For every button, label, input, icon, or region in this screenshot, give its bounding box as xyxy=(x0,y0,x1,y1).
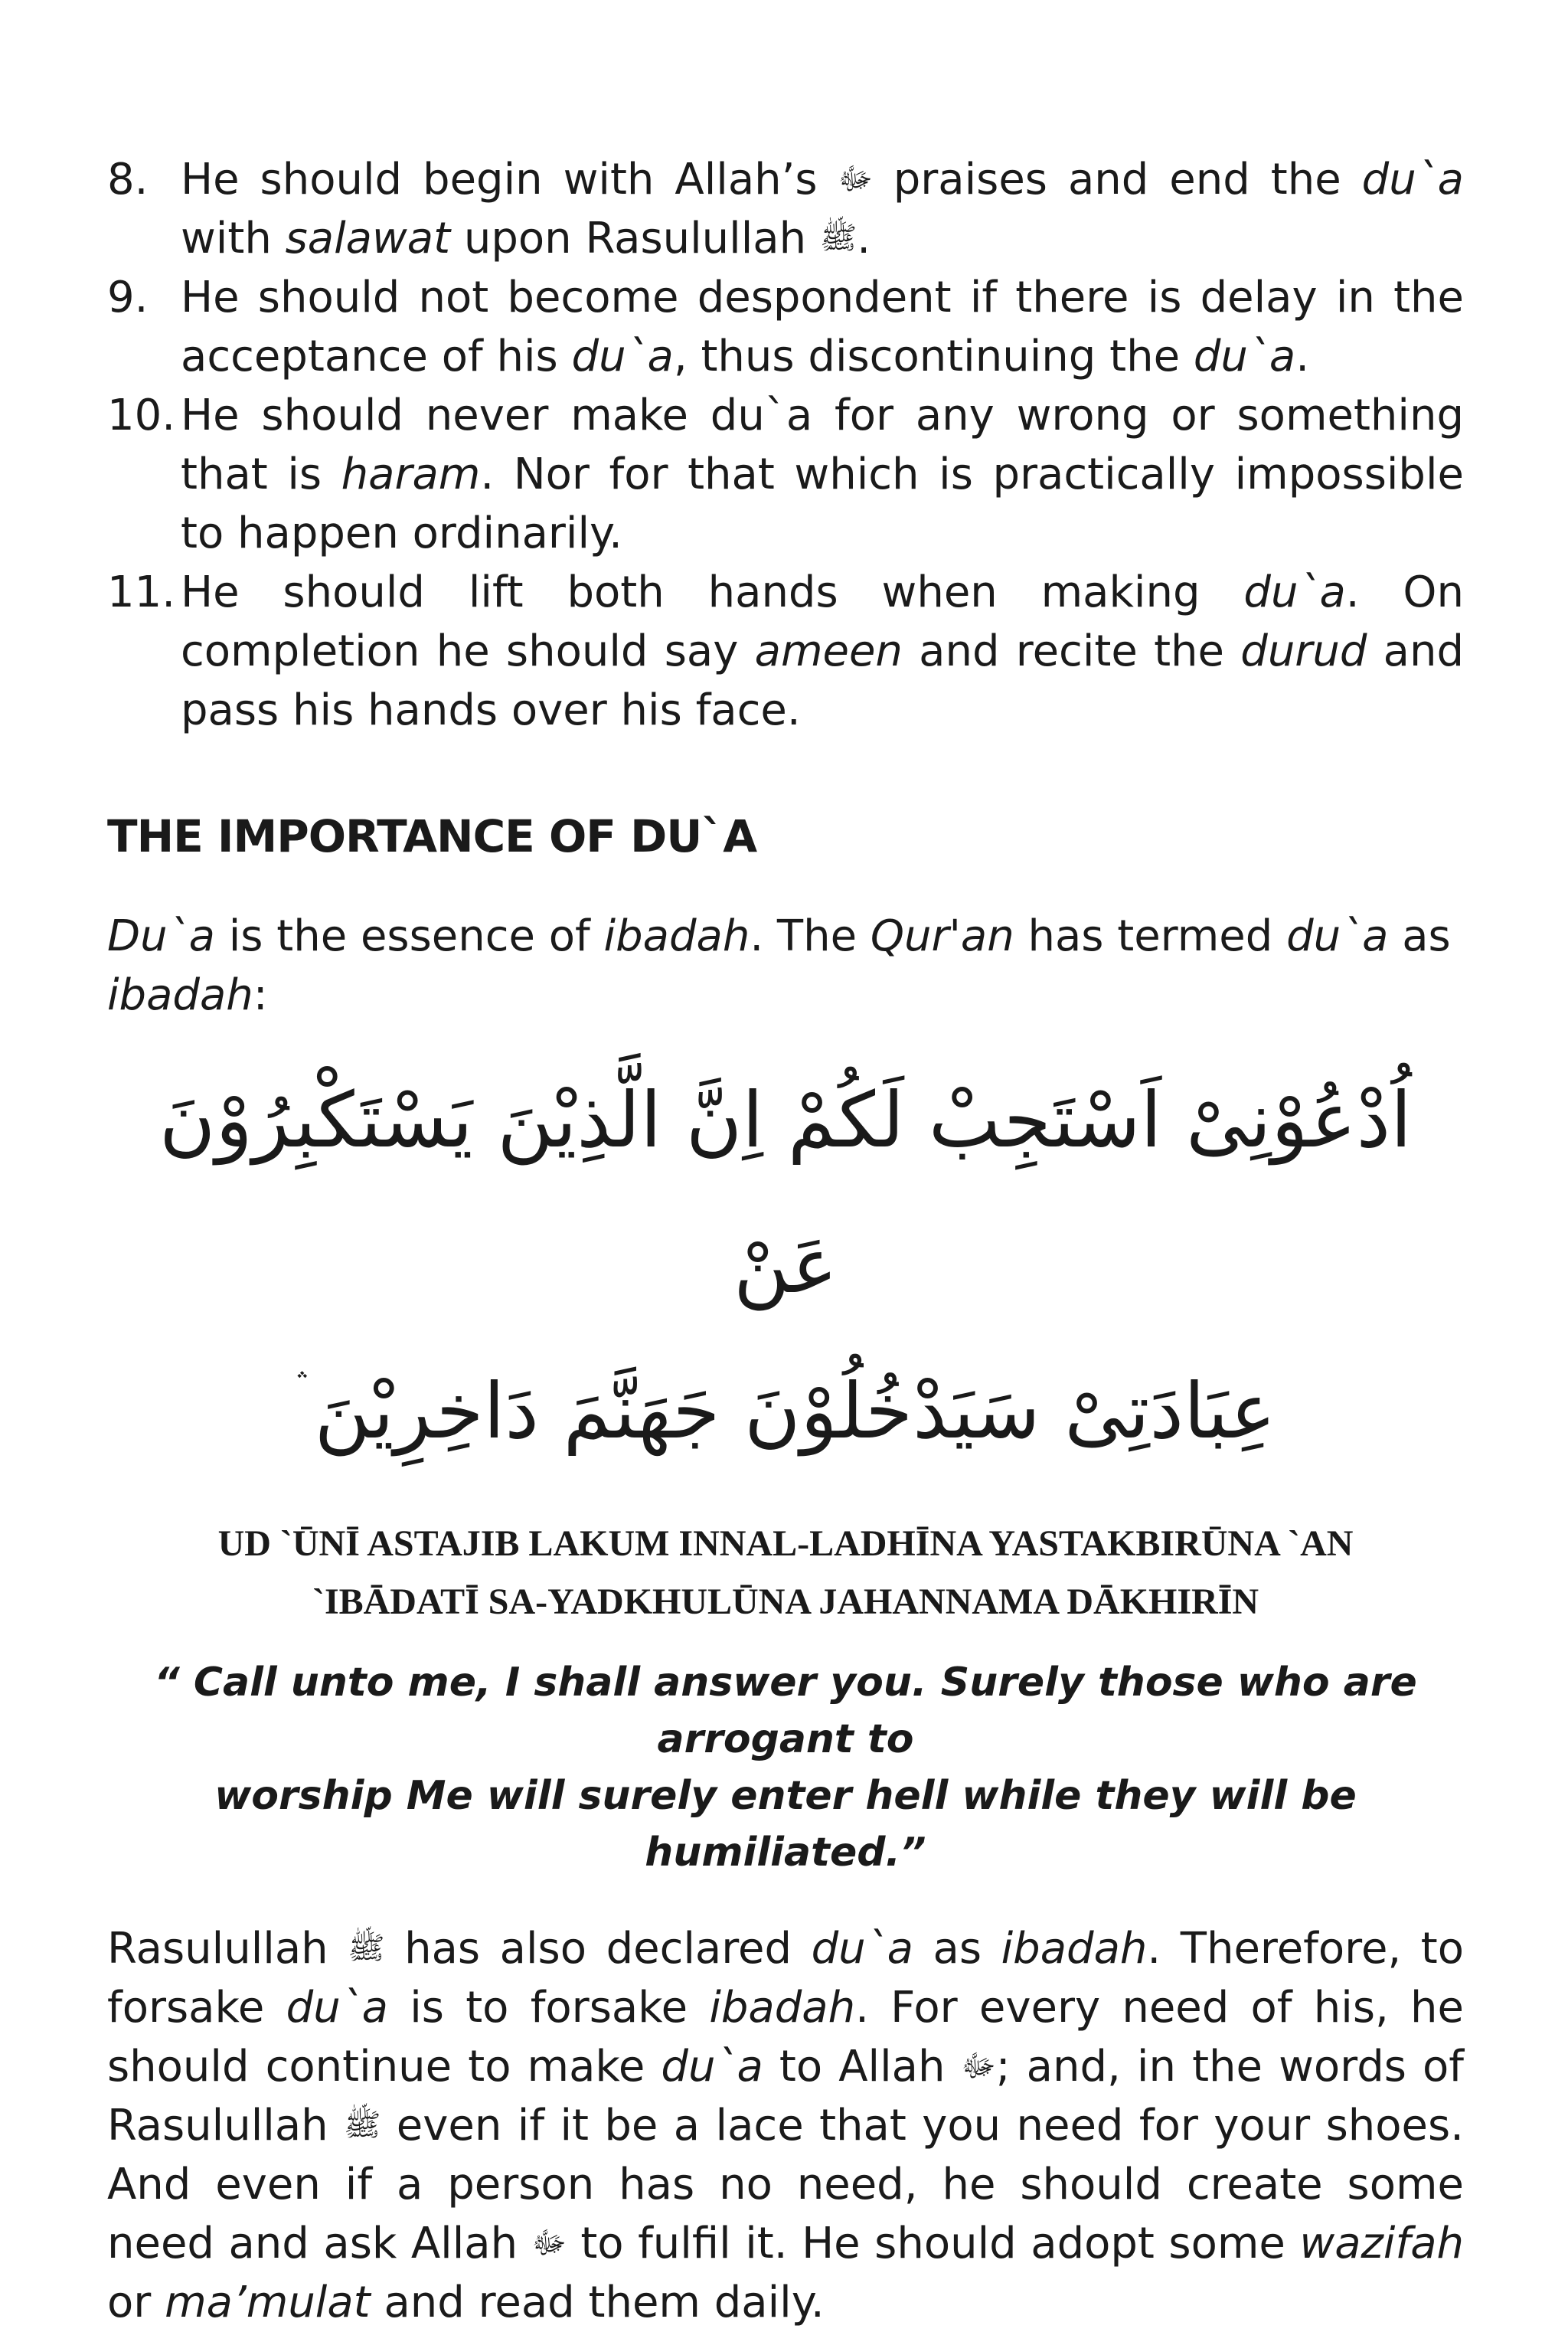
text-run: . On completion he should say xyxy=(181,567,1465,676)
list-item xyxy=(107,150,1464,268)
list-item xyxy=(107,563,1464,740)
translit-line-2: `IBĀDATĪ SA-YADKHULŪNA JAHANNAMA DĀKHIRĪN xyxy=(312,1581,1259,1622)
honorific-seal-icon: ﷻ xyxy=(838,162,873,197)
arabic-line-2: عِبَادَتِیْ سَیَدْخُلُوْنَ جَهَنَّمَ دَاخِرِیْنَ ۛ xyxy=(295,1366,1276,1456)
list-number: 10. xyxy=(107,391,176,440)
italic-term: ibadah xyxy=(603,911,750,961)
text-run: . Nor for that which is practically impossible to happen ordinarily. xyxy=(181,450,1464,558)
italic-term: ameen xyxy=(754,626,903,676)
text-run: . The xyxy=(750,911,871,961)
italic-term: du`a xyxy=(1193,332,1296,381)
translation-line-1: “ Call unto me, I shall answer you. Surely those who are arrogant to xyxy=(154,1660,1417,1762)
italic-term: Qur'an xyxy=(870,911,1014,961)
text-run: . xyxy=(1295,332,1309,381)
list-text xyxy=(181,391,1464,558)
italic-term: wazifah xyxy=(1299,2219,1464,2268)
italic-term: du`a xyxy=(571,332,674,381)
text-run: and read them daily. xyxy=(370,2278,825,2327)
text-run: , thus discontinuing the xyxy=(673,332,1194,381)
italic-term: du`a xyxy=(1243,567,1346,617)
list-item xyxy=(107,386,1464,563)
verse-transliteration xyxy=(107,1515,1464,1631)
text-run: upon Rasulullah xyxy=(450,214,820,263)
italic-term: salawat xyxy=(285,214,451,263)
etiquette-list xyxy=(107,150,1464,740)
italic-term: ibadah xyxy=(709,1983,856,2033)
text-run: is to forsake xyxy=(388,1983,710,2033)
list-text xyxy=(181,567,1464,735)
list-number: 8. xyxy=(107,155,149,204)
italic-term: du`a xyxy=(811,1924,913,1974)
italic-term: du`a xyxy=(286,1983,388,2033)
document-page xyxy=(107,150,1464,2332)
italic-term: du`a xyxy=(661,2042,763,2092)
honorific-seal-icon: ﷺ xyxy=(344,2108,381,2143)
text-run: as xyxy=(913,1924,1001,1974)
honorific-seal-icon: ﷻ xyxy=(961,2049,996,2084)
text-run: and recite the xyxy=(902,626,1241,676)
text-run: He should begin with Allah’s xyxy=(181,155,838,204)
intro-paragraph xyxy=(107,907,1464,1025)
verse-translation xyxy=(107,1654,1464,1881)
honorific-seal-icon: ﷻ xyxy=(531,2226,567,2261)
text-run: . xyxy=(857,214,871,263)
text-run: . For every need of his, he should continue to make xyxy=(107,1983,1464,2092)
italic-term: durud xyxy=(1240,626,1367,676)
list-number: 9. xyxy=(107,273,149,322)
italic-term: ibadah xyxy=(1001,1924,1148,1974)
list-text xyxy=(181,273,1464,381)
honorific-seal-icon: ﷺ xyxy=(819,221,858,256)
text-run: He should never make du`a for any wrong or something that is xyxy=(181,391,1464,499)
text-run: praises and end the xyxy=(872,155,1362,204)
text-run: as xyxy=(1388,911,1451,961)
translation-line-2: worship Me will surely enter hell while they will be humiliated.” xyxy=(214,1773,1357,1876)
quran-verse-arabic xyxy=(107,1048,1464,1484)
list-item xyxy=(107,268,1464,386)
italic-term: ma’mulat xyxy=(165,2278,371,2327)
text-run: has also declared xyxy=(384,1924,812,1974)
arabic-line-1: اُدْعُوْنِیْ اَسْتَجِبْ لَكُمْ اِنَّ الَّذِیْنَ یَسْتَكْبِرُوْنَ عَنْ xyxy=(159,1075,1412,1310)
text-run: Rasulullah xyxy=(107,1924,348,1974)
list-text xyxy=(181,155,1464,263)
text-run: has termed xyxy=(1014,911,1287,961)
text-run: to fulfil it. He should adopt some xyxy=(566,2219,1300,2268)
text-run: or xyxy=(107,2278,165,2327)
translit-line-1: UD `ŪNĪ ASTAJIB LAKUM INNAL-LADHĪNA YASTAKBIRŪNA `AN xyxy=(217,1523,1354,1564)
text-run: He should lift both hands when making xyxy=(181,567,1244,617)
italic-term: Du`a xyxy=(107,911,215,961)
list-number: 11. xyxy=(107,567,176,617)
text-run: with xyxy=(181,214,286,263)
text-run: and pass his hands over his face. xyxy=(181,626,1465,735)
italic-term: haram xyxy=(341,450,481,499)
text-run: even if it be a lace that you need for your shoes. And even if a person has no need, he should create some need and ask Allah xyxy=(107,2101,1464,2268)
text-run: . Therefore, to forsake xyxy=(107,1924,1464,2033)
italic-term: du`a xyxy=(1286,911,1389,961)
text-run: : xyxy=(253,970,268,1020)
body-paragraph xyxy=(107,1919,1464,2332)
text-run: ; and, in the words of Rasulullah xyxy=(107,2042,1465,2150)
text-run: is the essence of xyxy=(214,911,604,961)
italic-term: du`a xyxy=(1361,155,1464,204)
text-run: to Allah xyxy=(763,2042,962,2092)
italic-term: ibadah xyxy=(107,970,253,1020)
text-run: He should not become despondent if there is delay in the acceptance of his xyxy=(181,273,1464,381)
section-heading: THE IMPORTANCE OF DU`A xyxy=(107,810,757,862)
honorific-seal-icon: ﷺ xyxy=(348,1931,385,1966)
